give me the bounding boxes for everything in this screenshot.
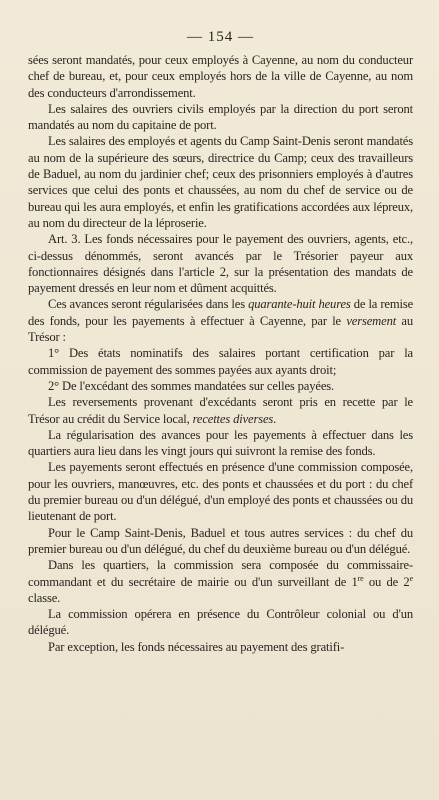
text-run: sées seront mandatés, pour ceux employés à Cayenne, au nom du conducteur chef de bureau, et, pour ceux employés hors de la ville de Cayenne, au nom des conducteurs d'arrondissement. (28, 53, 413, 100)
italic-text: recettes diverses (192, 411, 274, 426)
text-run: Les salaires des employés et agents du Camp Saint-Denis seront mandatés au nom de la supérieure des sœurs, directrice du Camp; ceux des travailleurs de Baduel, au nom du jardinier chef; ceux des prisonniers employés à d'autres services que celui des ponts et chaussées, au nom du chef de service ou de bureau qui les aura employés, et enfin les gratifications accordées aux lépreux, au nom du directeur de la léproserie. (28, 134, 413, 230)
text-run: Par exception, les fonds nécessaires au payement des gratifi- (48, 639, 345, 654)
paragraph (28, 459, 413, 524)
italic-text: versement (346, 313, 397, 328)
text-run: Ces avances seront régularisées dans les (48, 297, 249, 312)
page-number: — 154 — (187, 29, 254, 45)
paragraph (28, 606, 413, 639)
text-run: 2° De l'excédant des sommes mandatées sur celles payées. (48, 378, 335, 393)
paragraph (28, 133, 413, 231)
paragraph (28, 525, 413, 558)
paragraph (28, 557, 413, 606)
paragraph (28, 231, 413, 296)
text-run: . (273, 411, 277, 426)
text-run: au Trésor : (28, 313, 413, 345)
text-run: Les reversements provenant d'excédants seront pris en recette par le Trésor au crédit du Service local, (28, 395, 413, 426)
paragraph (28, 296, 413, 345)
text-run: 1° Des états nominatifs des salaires portant certification par la commission de payement des sommes payées aux ayants droit; (28, 346, 413, 377)
text-run: Dans les quartiers, la commission sera composée du commissaire-commandant et du secrétaire de mairie ou d'un surveillant de 1 (28, 558, 413, 589)
text-run: classe. (28, 590, 61, 605)
text-run: Art. 3. Les fonds nécessaires pour le payement des ouvriers, agents, etc., ci-dessus dénommés, seront avancés par le Trésorier payeur aux fonctionnaires désignés dans l'article 2, sur la présentation des mandats de payement dressés en leur nom et dûment acquittés. (28, 232, 413, 296)
paragraph (28, 427, 413, 460)
paragraph (28, 394, 413, 427)
superscript-text: re (357, 573, 364, 583)
paragraph (28, 378, 413, 394)
text-run: La commission opérera en présence du Contrôleur colonial ou d'un délégué. (28, 607, 413, 638)
paragraph (28, 345, 413, 378)
paragraph (28, 101, 413, 134)
superscript-text: e (409, 573, 413, 583)
text-run: de la remise des fonds, pour les payements à effectuer à Cayenne, par le (28, 297, 414, 328)
text-run: Les payements seront effectués en présence d'une commission composée, pour les ouvriers, manœuvres, etc. des ponts et chaussées et du port : du chef du premier bureau ou d'un délégué, d'un employé des ponts et chaussées ou du lieutenant de port. (28, 460, 413, 524)
text-run: La régularisation des avances pour les payements à effectuer dans les quartiers aura lieu dans les vingt jours qui suivront la remise des fonds. (28, 427, 413, 459)
text-run: Pour le Camp Saint-Denis, Baduel et tous autres services : du chef du premier bureau ou d'un délégué, du chef du deuxième bureau ou d'un délégué. (28, 525, 413, 556)
text-run: ou de 2 (363, 574, 410, 589)
italic-text: quarante-huit heures (248, 297, 351, 312)
paragraph (28, 52, 413, 101)
text-run: Les salaires des ouvriers civils employés par la direction du port seront mandatés au nom du capitaine de port. (28, 101, 413, 133)
body-text (28, 52, 413, 655)
paragraph (28, 639, 413, 655)
